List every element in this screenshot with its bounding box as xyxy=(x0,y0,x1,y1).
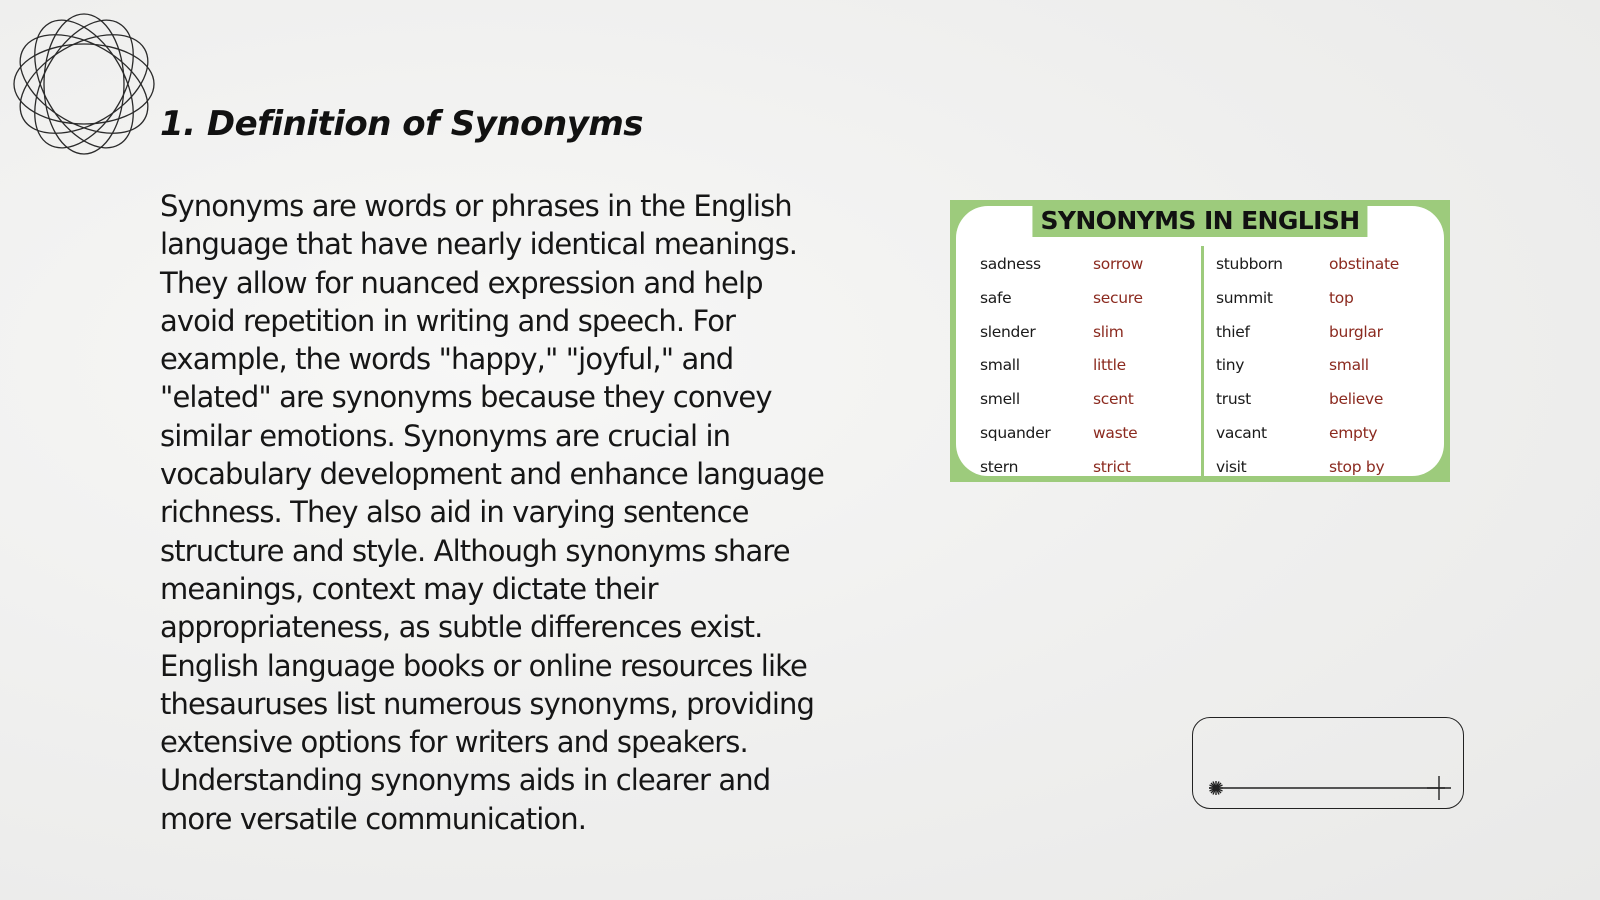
synonym: small xyxy=(1329,356,1369,375)
synonym-row xyxy=(1216,420,1444,454)
synonym-row xyxy=(980,319,1210,353)
synonym: top xyxy=(1329,288,1354,307)
word: stubborn xyxy=(1216,255,1283,273)
word: vacant xyxy=(1216,423,1267,442)
synonym-row xyxy=(980,251,1210,285)
synonym: stop by xyxy=(1329,457,1385,476)
word: smell xyxy=(980,390,1020,409)
synonym-row xyxy=(980,454,1210,476)
synonym-row xyxy=(1216,285,1444,319)
synonym-row xyxy=(1216,454,1444,476)
body-paragraph: Synonyms are words or phrases in the English language that have nearly identical meanings. They allow for nuanced expression and help avoid repetition in writing and speech. For example, the words "happy," "joyful," and "elated" are synonyms because they convey similar emotions. Synonyms are crucial in vocabulary development and enhance language richness. They also aid in varying sentence structure and style. Although synonyms share meanings, context may dictate their appropriateness, as subtle differences exist. English language books or online resources like thesauruses list numerous synonyms, providing extensive options for writers and speakers. Understanding synonyms aids in clearer and more versatile communication. xyxy=(160,189,824,836)
synonym: strict xyxy=(1093,457,1131,476)
synonym: obstinate xyxy=(1329,255,1400,273)
synonyms-card-heading: SYNONYMS IN ENGLISH xyxy=(1032,206,1367,237)
synonym-row xyxy=(1216,386,1444,420)
word: stern xyxy=(980,457,1019,476)
word: thief xyxy=(1216,322,1250,341)
synonym-row xyxy=(980,285,1210,319)
synonym: believe xyxy=(1329,390,1384,409)
word: tiny xyxy=(1216,356,1245,375)
synonym: secure xyxy=(1093,288,1143,307)
synonym-row xyxy=(1216,251,1444,285)
synonyms-card-inner xyxy=(956,206,1444,476)
word: squander xyxy=(980,423,1051,442)
synonym: slim xyxy=(1093,322,1124,341)
word: summit xyxy=(1216,288,1273,307)
decorative-frame xyxy=(1192,717,1464,809)
rosette-ornament-icon xyxy=(10,10,158,158)
synonym: burglar xyxy=(1329,322,1383,341)
synonyms-right-column xyxy=(1216,251,1444,476)
synonym-row xyxy=(980,386,1210,420)
word: visit xyxy=(1216,457,1247,476)
synonyms-card xyxy=(950,200,1450,482)
synonym-row xyxy=(980,420,1210,454)
word: slender xyxy=(980,322,1036,341)
synonym-row xyxy=(1216,352,1444,386)
synonym-row xyxy=(980,352,1210,386)
synonyms-left-column xyxy=(980,251,1210,476)
synonym: little xyxy=(1093,356,1126,375)
synonym: empty xyxy=(1329,423,1378,442)
slide-title: 1. Definition of Synonyms xyxy=(160,104,644,144)
word: safe xyxy=(980,288,1012,307)
word: small xyxy=(980,356,1020,375)
synonym: waste xyxy=(1093,423,1138,442)
synonym-row xyxy=(1216,319,1444,353)
star-line-icon xyxy=(1193,718,1465,810)
word: trust xyxy=(1216,390,1251,409)
word: sadness xyxy=(980,255,1041,273)
synonym: sorrow xyxy=(1093,255,1144,273)
synonym: scent xyxy=(1093,390,1134,409)
